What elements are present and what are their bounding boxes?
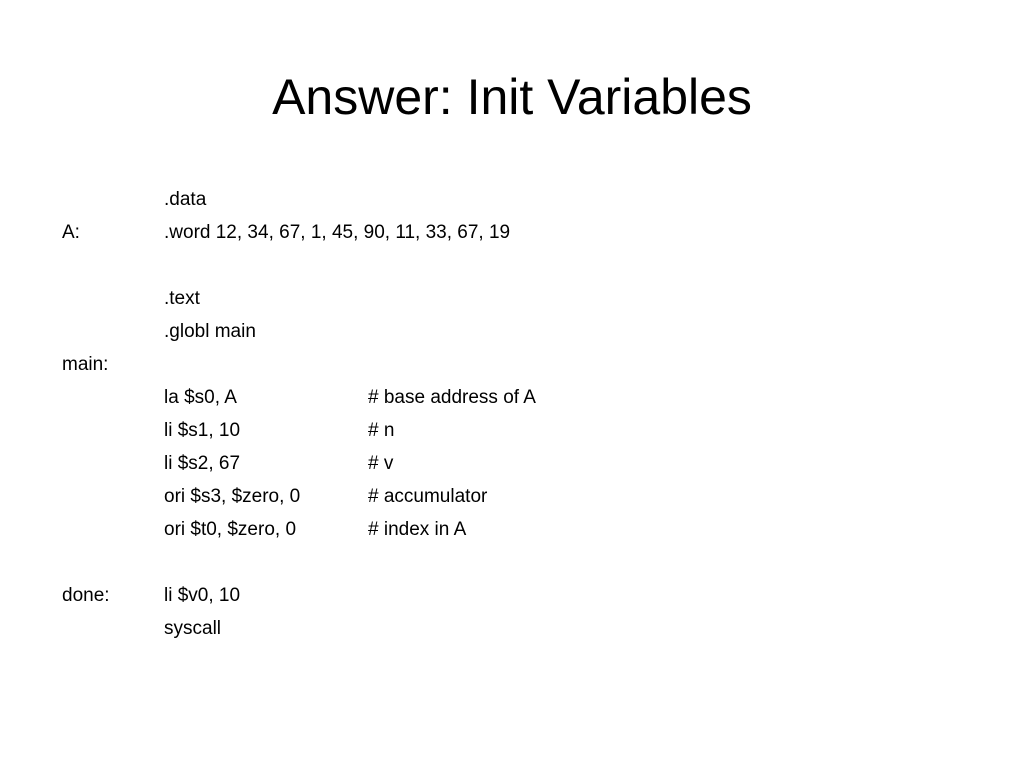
line-code: ori $s3, $zero, 0 — [164, 486, 301, 507]
code-line — [0, 579, 1024, 612]
line-code: li $s2, 67 — [164, 453, 241, 474]
assembly-code-block — [0, 183, 1024, 645]
code-line — [0, 513, 1024, 546]
line-comment: # n — [368, 420, 395, 441]
line-label: main: — [62, 354, 109, 375]
code-line — [0, 480, 1024, 513]
line-comment: # accumulator — [368, 486, 488, 507]
line-code: .word 12, 34, 67, 1, 45, 90, 11, 33, 67, 19 — [164, 222, 511, 243]
code-line — [0, 348, 1024, 381]
line-comment: # index in A — [368, 519, 467, 540]
code-line — [0, 315, 1024, 348]
code-line — [0, 381, 1024, 414]
code-line — [0, 282, 1024, 315]
line-comment: # v — [368, 453, 394, 474]
line-code: ori $t0, $zero, 0 — [164, 519, 297, 540]
line-code: .text — [164, 288, 200, 309]
line-code: li $s1, 10 — [164, 420, 241, 441]
code-line — [0, 447, 1024, 480]
code-line — [0, 546, 1024, 579]
line-code: .globl main — [164, 321, 256, 342]
line-code: la $s0, A — [164, 387, 237, 408]
code-line — [0, 249, 1024, 282]
line-code: li $v0, 10 — [164, 585, 241, 606]
line-comment: # base address of A — [368, 387, 536, 408]
line-code: syscall — [164, 618, 222, 639]
code-line — [0, 414, 1024, 447]
code-line — [0, 183, 1024, 216]
line-code: .data — [164, 189, 207, 210]
line-label: A: — [62, 222, 80, 243]
slide-title: Answer: Init Variables — [272, 69, 752, 125]
code-line — [0, 612, 1024, 645]
line-label: done: — [62, 585, 110, 606]
code-line — [0, 216, 1024, 249]
